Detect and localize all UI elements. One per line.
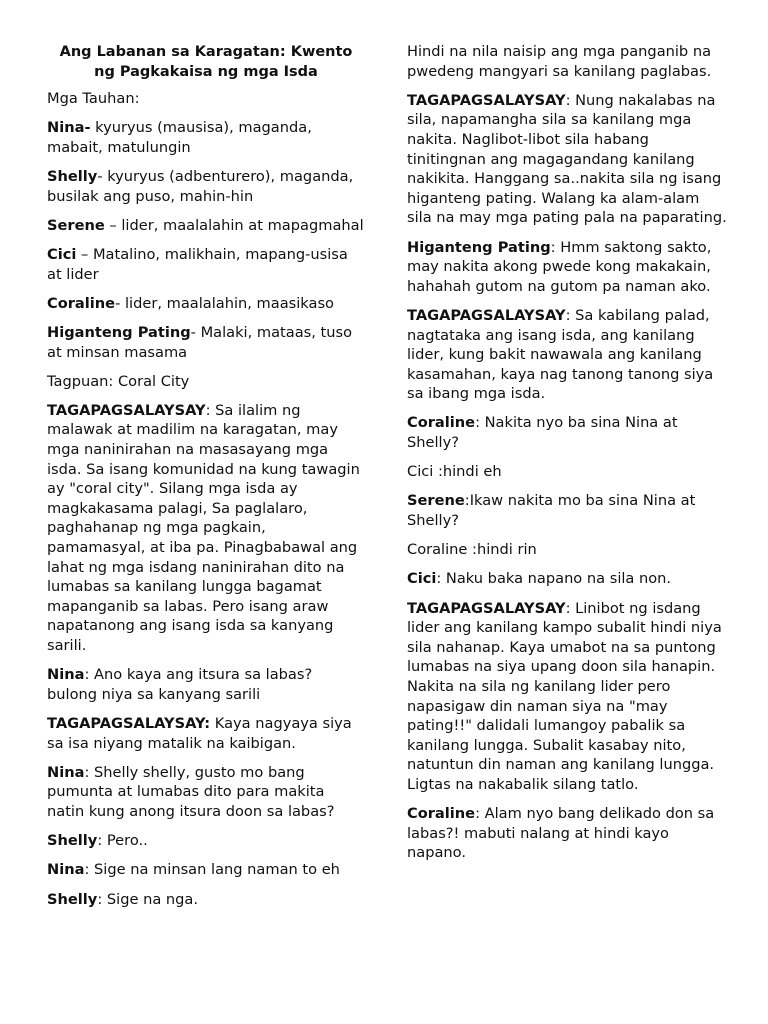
paragraph-text: : Sige na minsan lang naman to eh	[84, 861, 340, 879]
paragraph	[407, 599, 727, 795]
paragraph-text: : Sige na nga.	[97, 890, 199, 908]
paragraph-text: Mga Tauhan:	[47, 90, 140, 107]
paragraph	[407, 540, 727, 560]
speaker-label: Coraline	[407, 414, 476, 432]
speaker-label: Nina	[47, 861, 85, 879]
speaker-label: TAGAPAGSALAYSAY:	[47, 714, 211, 732]
speaker-label: TAGAPAGSALAYSAY	[407, 306, 566, 324]
speaker-label: Cici	[47, 245, 77, 263]
speaker-label: TAGAPAGSALAYSAY	[407, 91, 566, 109]
speaker-label: TAGAPAGSALAYSAY	[407, 599, 566, 617]
paragraph-text: : Naku baka napano na sila non.	[436, 570, 672, 588]
paragraph-text: : Alam nyo bang delikado don sa labas?! mabuti nalang at hindi kayo napano.	[407, 805, 715, 862]
paragraph	[47, 763, 365, 822]
paragraph	[47, 89, 365, 109]
speaker-label: Higanteng Pating	[407, 238, 551, 256]
paragraph-text: - kyuryus (adbenturero), maganda, busilak ang puso, mahin-hin	[47, 167, 354, 205]
paragraph	[47, 714, 365, 753]
paragraph	[407, 462, 727, 482]
paragraph-text: Cici :hindi eh	[407, 463, 502, 481]
paragraph-text: :Ikaw nakita mo ba sina Nina at Shelly?	[407, 492, 696, 530]
speaker-label: Higanteng Pating	[47, 323, 191, 341]
paragraph	[47, 665, 365, 704]
paragraph	[47, 245, 365, 284]
paragraph	[407, 306, 727, 404]
paragraph-text: : Shelly shelly, gusto mo bang pumunta at lumabas dito para makita natin kung anong itsura doon sa labas?	[47, 763, 335, 820]
paragraph-text: - Malaki, mataas, tuso at minsan masama	[47, 323, 353, 361]
speaker-label: Nina	[47, 666, 85, 684]
document-title: Ang Labanan sa Karagatan: Kwento ng Pagkakaisa ng mga Isda	[59, 44, 353, 80]
paragraph-text: Tagpuan: Coral City	[47, 372, 190, 390]
paragraph	[47, 372, 365, 392]
paragraph	[407, 569, 727, 589]
paragraph-text: – lider, maalalahin at mapagmahal	[104, 216, 364, 234]
paragraph	[47, 294, 365, 314]
right-column	[407, 42, 727, 873]
speaker-label: Serene	[407, 492, 465, 510]
speaker-label: Nina-	[47, 119, 91, 137]
paragraph-text: kyuryus (mausisa), maganda, mabait, matulungin	[47, 119, 312, 156]
paragraph	[47, 323, 365, 362]
paragraph	[407, 238, 727, 297]
paragraph-text: : Nakita nyo ba sina Nina at Shelly?	[407, 414, 678, 452]
paragraph	[47, 890, 365, 910]
speaker-label: Shelly	[47, 832, 98, 850]
paragraph	[47, 831, 365, 851]
paragraph-text: : Sa kabilang palad, nagtataka ang isang isda, ang kanilang lider, kung bakit nawawala ang kanilang kasamahan, kaya nag tanong tanong siya sa ibang mga isda.	[407, 306, 714, 403]
speaker-label: TAGAPAGSALAYSAY	[47, 401, 206, 419]
paragraph-text: – Matalino, malikhain, mapang-usisa at lider	[47, 245, 348, 283]
paragraph-text: Kaya nagyaya siya sa isa niyang matalik na kaibigan.	[47, 714, 352, 752]
speaker-label: Serene	[47, 216, 105, 234]
left-column	[47, 42, 365, 919]
paragraph-text: Hindi na nila naisip ang mga panganib na pwedeng mangyari sa kanilang paglabas.	[407, 43, 712, 80]
speaker-label: Coraline	[407, 805, 476, 823]
paragraph-text: : Hmm saktong sakto, may nakita akong pwede kong makakain, hahahah gutom na gutom pa naman ako.	[407, 238, 712, 295]
speaker-label: Shelly	[47, 890, 98, 908]
paragraph	[47, 860, 365, 880]
speaker-label: Nina	[47, 763, 85, 781]
paragraph	[47, 118, 365, 157]
speaker-label: Coraline	[47, 294, 116, 312]
right-paragraphs	[407, 42, 727, 863]
paragraph-text: - lider, maalalahin, maasikaso	[115, 294, 334, 312]
paragraph	[407, 413, 727, 452]
paragraph-text: : Ano kaya ang itsura sa labas? bulong niya sa kanyang sarili	[47, 666, 313, 703]
paragraph	[47, 401, 365, 656]
paragraph-text: : Linibot ng isdang lider ang kanilang kampo subalit hindi niya sila nahanap. Kaya umabot na sa puntong lumabas na siya upang doon sila hanapin. Nakita na sila ng kanilang lider pero napasigaw din naman siya na "may pating!!" dalidali lumangoy pabalik sa kanilang lungga. Subalit kasabay nito, natuntun din naman ang kanilang lungga. Ligtas na nakabalik silang tatlo.	[407, 599, 722, 793]
paragraph	[407, 804, 727, 863]
left-paragraphs	[47, 89, 365, 909]
paragraph	[407, 91, 727, 228]
paragraph	[47, 216, 365, 236]
speaker-label: Cici	[407, 570, 437, 588]
paragraph	[407, 491, 727, 530]
paragraph-text: : Sa ilalim ng malawak at madilim na karagatan, may mga naninirahan na masasayang mga isda. Sa isang komunidad na kung tawagin ay "coral city". Silang mga isda ay magkakasama palagi, Sa paglalaro, paghahanap ng mga pagkain, pamamasyal, at iba pa. Pinagbabawal ang lahat ng mga isdang naninirahan dito na lumabas sa kanilang lungga bagamat mapanganib sa labas. Pero isang araw napatanong ang isang isda sa kanyang sarili.	[47, 401, 360, 654]
paragraph	[407, 42, 727, 81]
paragraph-text: : Pero..	[97, 832, 148, 850]
paragraph-text: Coraline :hindi rin	[407, 541, 537, 559]
paragraph-text: : Nung nakalabas na sila, napamangha sila sa kanilang mga nakita. Naglibot-libot sila habang tinitingnan ang magagandang kanilang nakikita. Hanggang sa..nakita sila ng isang higanteng pating. Walang ka alam-alam sila na may mga pating pala na paparating.	[407, 91, 727, 227]
speaker-label: Shelly	[47, 167, 98, 185]
paragraph	[47, 167, 365, 206]
